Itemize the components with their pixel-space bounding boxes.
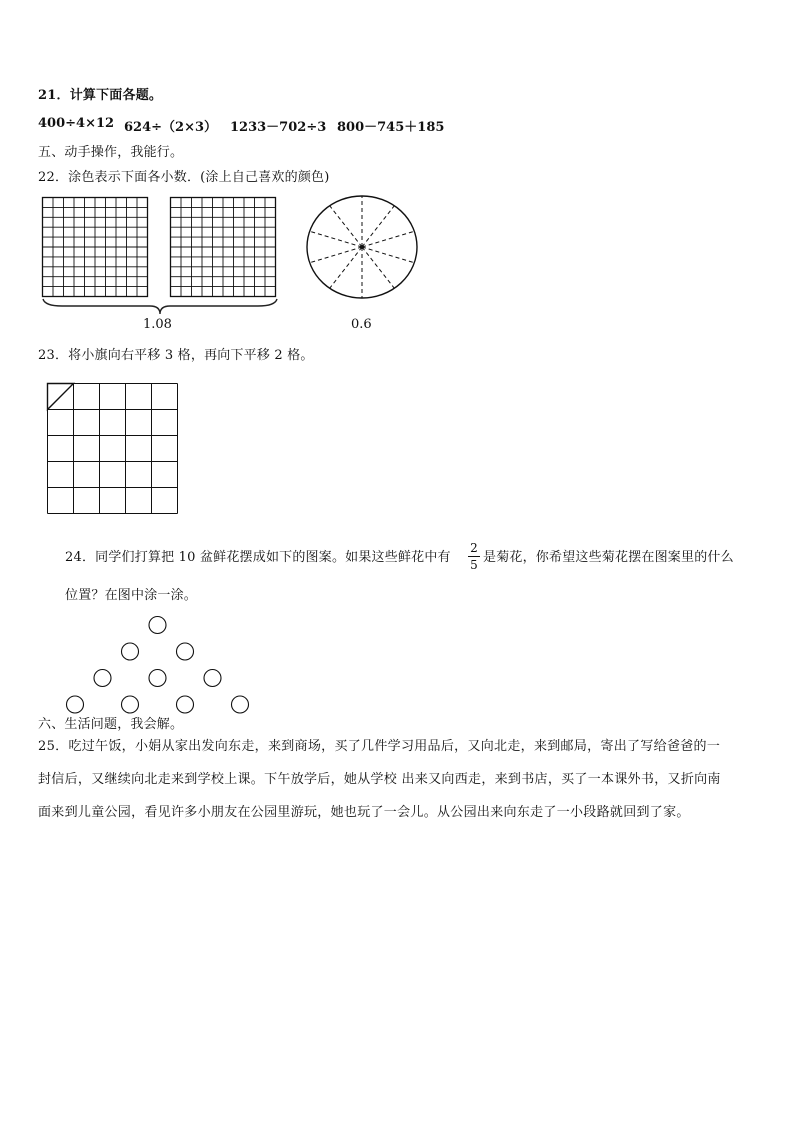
q24-text-before: 24．同学们打算把 10 盆鲜花摆成如下的图案。如果这些鲜花中有	[65, 550, 451, 565]
ten-sector-circle[interactable]	[305, 194, 419, 300]
flower-pot[interactable]	[177, 696, 194, 713]
hundred-grid-right[interactable]	[170, 197, 276, 297]
expression-3: 1233－702÷3	[230, 120, 327, 135]
expression-2: 624÷（2×3）	[124, 120, 218, 135]
q25-paragraph	[38, 730, 758, 829]
flower-pot[interactable]	[94, 670, 111, 687]
circle-center-dot	[360, 245, 364, 249]
fraction-denominator: 5	[470, 558, 478, 572]
flower-pot[interactable]	[67, 696, 84, 713]
flower-pot[interactable]	[122, 643, 139, 660]
flag-icon[interactable]	[48, 384, 74, 410]
sector-divider	[330, 247, 362, 288]
sector-divider	[362, 206, 394, 247]
translation-grid[interactable]	[47, 383, 177, 513]
brace-icon	[42, 298, 278, 318]
q25-line2: 封信后，又继续向北走来到学校上课。下午放学后，她从学校 出来又向西走，来到书店，买了一本课外书，又折向南	[38, 772, 721, 787]
fraction-bar	[468, 556, 480, 557]
flower-pot[interactable]	[122, 696, 139, 713]
sector-divider	[310, 231, 362, 247]
fraction-two-fifths	[468, 541, 480, 572]
flower-pot[interactable]	[149, 670, 166, 687]
circle-label: 0.6	[351, 317, 372, 332]
sector-divider	[362, 247, 414, 263]
flower-pot[interactable]	[177, 643, 194, 660]
flower-pot[interactable]	[232, 696, 249, 713]
section6-title: 六、生活问题，我会解。	[38, 717, 184, 732]
sector-divider	[362, 231, 414, 247]
q23-title: 23．将小旗向右平移 3 格，再向下平移 2 格。	[38, 348, 314, 363]
flower-pot[interactable]	[149, 617, 166, 634]
grid-label: 1.08	[143, 317, 172, 332]
flower-pot[interactable]	[204, 670, 221, 687]
sector-divider	[330, 206, 362, 247]
q21-title: 21．计算下面各题。	[38, 88, 163, 103]
sector-divider	[362, 247, 394, 288]
fraction-numerator: 2	[470, 541, 478, 555]
sector-divider	[310, 247, 362, 263]
hundred-grid-left[interactable]	[42, 197, 148, 297]
q24-text-after: 是菊花，你希望这些菊花摆在图案里的什么	[483, 550, 734, 565]
q25-line1: 25．吃过午饭，小娟从家出发向东走，来到商场，买了几件学习用品后，又向北走，来到邮局，寄出了写给爸爸的一	[38, 739, 721, 754]
q24-line2: 位置？在图中涂一涂。	[65, 588, 198, 603]
section5-title: 五、动手操作，我能行。	[38, 145, 184, 160]
flower-triangle-pattern[interactable]	[60, 612, 260, 707]
q25-line3: 面来到儿童公园，看见许多小朋友在公园里游玩，她也玩了一会儿。从公园出来向东走了一小段路就回到了家。	[38, 805, 690, 820]
expression-1: 400÷4×12	[38, 116, 115, 131]
expression-4: 800－745＋185	[337, 120, 445, 135]
q22-title: 22．涂色表示下面各小数．(涂上自己喜欢的颜色)	[38, 170, 330, 185]
